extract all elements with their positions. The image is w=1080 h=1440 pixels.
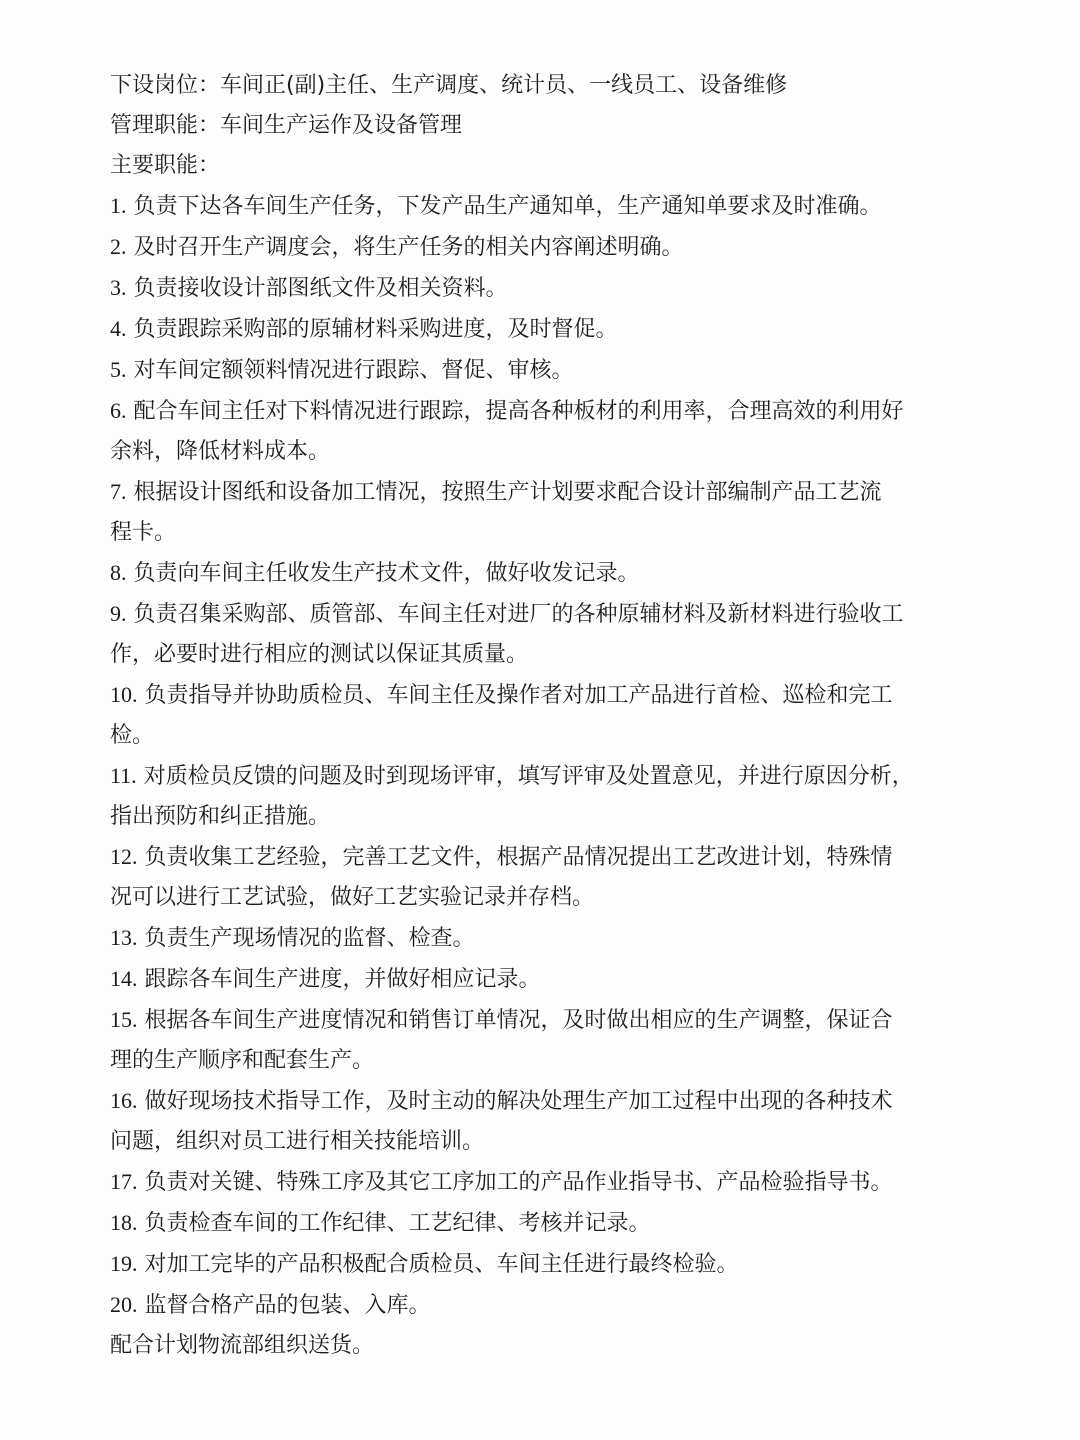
list-item-number: 8. xyxy=(110,560,127,585)
list-item-continuation: 况可以进行工艺试验，做好工艺实验记录并存档。 xyxy=(110,885,595,910)
list-item-line xyxy=(110,837,980,878)
list-item-line xyxy=(110,391,980,432)
list-item-number: 7. xyxy=(110,479,127,504)
list-item-text: 跟踪各车间生产进度，并做好相应记录。 xyxy=(144,967,541,992)
list-item-number: 4. xyxy=(110,316,127,341)
list-item-line xyxy=(110,1244,980,1285)
list-item xyxy=(110,1081,980,1162)
list-item xyxy=(110,268,980,309)
list-item-number: 2. xyxy=(110,234,127,259)
list-item-line xyxy=(110,227,980,268)
list-item-text: 负责召集采购部、质管部、车间主任对进厂的各种原辅材料及新材料进行验收工 xyxy=(133,602,904,627)
list-item xyxy=(110,1285,980,1326)
list-item xyxy=(110,1162,980,1203)
list-item xyxy=(110,553,980,594)
list-item xyxy=(110,1203,980,1244)
list-item-continuation: 余料，降低材料成本。 xyxy=(110,439,331,464)
list-item-number: 13. xyxy=(110,925,138,950)
list-item-number: 3. xyxy=(110,275,127,300)
functions-list xyxy=(110,186,980,1326)
list-item-text: 负责对关键、特殊工序及其它工序加工的产品作业指导书、产品检验指导书。 xyxy=(144,1170,893,1195)
list-item-number: 17. xyxy=(110,1169,138,1194)
list-item xyxy=(110,1000,980,1081)
list-item-continuation: 理的生产顺序和配套生产。 xyxy=(110,1048,375,1073)
list-item-continuation: 检。 xyxy=(110,723,155,748)
list-item-line xyxy=(110,1203,980,1244)
list-item xyxy=(110,756,980,837)
main-functions-label: 主要职能： xyxy=(110,153,221,178)
list-item-line xyxy=(110,1000,980,1041)
list-item-number: 9. xyxy=(110,601,127,626)
list-item-text: 负责下达各车间生产任务，下发产品生产通知单，生产通知单要求及时准确。 xyxy=(133,194,882,219)
list-item-text: 对质检员反馈的问题及时到现场评审，填写评审及处置意见，并进行原因分析， xyxy=(143,764,914,789)
list-item xyxy=(110,594,980,675)
list-item xyxy=(110,186,980,227)
list-item-text: 负责指导并协助质检员、车间主任及操作者对加工产品进行首检、巡检和完工 xyxy=(144,683,893,708)
list-item-text: 负责向车间主任收发生产技术文件，做好收发记录。 xyxy=(133,561,640,586)
list-item-line xyxy=(110,309,980,350)
list-item-text: 对车间定额领料情况进行跟踪、督促、审核。 xyxy=(133,358,574,383)
list-item-text: 根据各车间生产进度情况和销售订单情况，及时做出相应的生产调整，保证合 xyxy=(144,1008,893,1033)
list-item-number: 12. xyxy=(110,844,138,869)
list-item-text: 及时召开生产调度会，将生产任务的相关内容阐述明确。 xyxy=(133,235,684,260)
list-item-text: 负责跟踪采购部的原辅材料采购进度，及时督促。 xyxy=(133,317,618,342)
list-item-number: 19. xyxy=(110,1251,138,1276)
list-item-continuation: 问题，组织对员工进行相关技能培训。 xyxy=(110,1129,485,1154)
footer-line: 配合计划物流部组织送货。 xyxy=(110,1333,375,1358)
list-item-number: 18. xyxy=(110,1210,138,1235)
list-item-continuation: 程卡。 xyxy=(110,520,177,545)
list-item-text: 负责检查车间的工作纪律、工艺纪律、考核并记录。 xyxy=(144,1211,651,1236)
list-item-line xyxy=(110,553,980,594)
list-item xyxy=(110,1244,980,1285)
list-item-number: 14. xyxy=(110,966,138,991)
list-item-line xyxy=(110,594,980,635)
list-item-number: 20. xyxy=(110,1292,138,1317)
list-item-number: 10. xyxy=(110,682,138,707)
list-item-line xyxy=(110,756,980,797)
list-item-text: 负责收集工艺经验，完善工艺文件，根据产品情况提出工艺改进计划，特殊情 xyxy=(144,845,893,870)
list-item xyxy=(110,309,980,350)
list-item-line xyxy=(110,350,980,391)
list-item-line xyxy=(110,268,980,309)
list-item-text: 监督合格产品的包装、入库。 xyxy=(144,1293,431,1318)
list-item-line xyxy=(110,1285,980,1326)
list-item-line xyxy=(110,472,980,513)
list-item-line xyxy=(110,1081,980,1122)
list-item-line xyxy=(110,675,980,716)
list-item-line xyxy=(110,918,980,959)
list-item-number: 5. xyxy=(110,357,127,382)
list-item-number: 6. xyxy=(110,398,127,423)
list-item-continuation: 作，必要时进行相应的测试以保证其质量。 xyxy=(110,642,529,667)
list-item xyxy=(110,675,980,756)
list-item-continuation: 指出预防和纠正措施。 xyxy=(110,804,331,829)
management-line: 管理职能：车间生产运作及设备管理 xyxy=(110,113,463,138)
list-item xyxy=(110,959,980,1000)
list-item xyxy=(110,391,980,472)
positions-line: 下设岗位：车间正(副)主任、生产调度、统计员、一线员工、设备维修 xyxy=(110,73,788,98)
list-item-number: 15. xyxy=(110,1007,138,1032)
list-item-number: 16. xyxy=(110,1088,138,1113)
list-item-text: 根据设计图纸和设备加工情况，按照生产计划要求配合设计部编制产品工艺流 xyxy=(133,480,882,505)
list-item-line xyxy=(110,186,980,227)
list-item-number: 11. xyxy=(110,763,137,788)
list-item-line xyxy=(110,959,980,1000)
list-item xyxy=(110,837,980,918)
list-item xyxy=(110,227,980,268)
list-item xyxy=(110,350,980,391)
list-item-text: 对加工完毕的产品积极配合质检员、车间主任进行最终检验。 xyxy=(144,1252,739,1277)
list-item-text: 负责接收设计部图纸文件及相关资料。 xyxy=(133,276,508,301)
list-item-number: 1. xyxy=(110,193,127,218)
list-item-text: 负责生产现场情况的监督、检查。 xyxy=(144,926,475,951)
list-item-text: 做好现场技术指导工作，及时主动的解决处理生产加工过程中出现的各种技术 xyxy=(144,1089,893,1114)
list-item xyxy=(110,918,980,959)
list-item-line xyxy=(110,1162,980,1203)
list-item xyxy=(110,472,980,553)
list-item-text: 配合车间主任对下料情况进行跟踪，提高各种板材的利用率，合理高效的利用好 xyxy=(133,399,904,424)
